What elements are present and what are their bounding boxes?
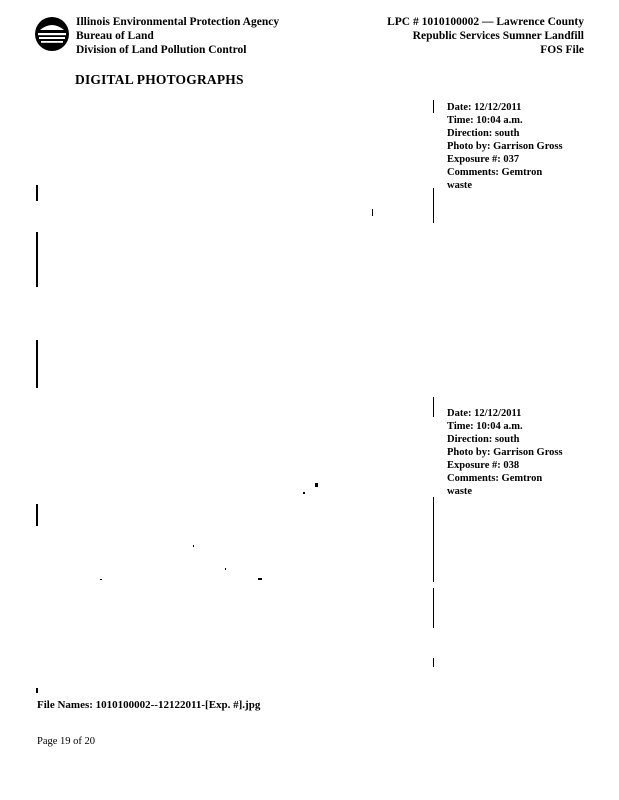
photo-2-exposure: Exposure #: 038	[447, 460, 520, 471]
caption-2-separator	[433, 497, 434, 582]
photo-1-caption	[447, 101, 563, 192]
photo-1-time: Time: 10:04 a.m.	[447, 115, 523, 126]
scan-speck	[303, 492, 305, 494]
site-header	[387, 15, 584, 57]
caption-1-separator	[433, 188, 434, 223]
caption-2-separator	[433, 658, 434, 667]
photo-2-direction: Direction: south	[447, 434, 520, 445]
file-names: File Names: 1010100002--12122011-[Exp. #].jpg	[37, 699, 261, 711]
photo-1-edge-line	[36, 232, 38, 287]
photo-2-caption	[447, 407, 563, 498]
photo-1-edge-mark	[36, 185, 38, 201]
scan-speck	[193, 545, 194, 547]
scan-speck	[258, 578, 262, 580]
page-title: DIGITAL PHOTOGRAPHS	[75, 72, 244, 87]
page-number: Page 19 of 20	[37, 736, 96, 747]
caption-2-separator	[433, 588, 434, 628]
photo-2-time: Time: 10:04 a.m.	[447, 421, 523, 432]
scan-speck	[225, 568, 226, 570]
photo-2-bottom-mark	[36, 688, 38, 693]
caption-1-separator	[433, 100, 434, 113]
bureau-name: Bureau of Land	[76, 30, 154, 42]
photo-2-comments-cont: waste	[447, 486, 473, 497]
lpc-number: LPC # 1010100002 — Lawrence County	[387, 16, 584, 28]
agency-name: Illinois Environmental Protection Agency	[76, 16, 280, 28]
photo-2-edge-mark	[36, 504, 38, 526]
photo-1-comments: Comments: Gemtron	[447, 167, 543, 178]
file-type: FOS File	[540, 44, 584, 56]
photo-2-edge-line	[36, 340, 38, 388]
photo-2-date: Date: 12/12/2011	[447, 408, 522, 419]
photo-2-comments: Comments: Gemtron	[447, 473, 543, 484]
site-name: Republic Services Sumner Landfill	[412, 30, 584, 42]
scan-speck	[315, 483, 318, 487]
agency-logo	[34, 16, 70, 52]
scan-speck	[372, 209, 373, 216]
photo-1-direction: Direction: south	[447, 128, 520, 139]
division-name: Division of Land Pollution Control	[76, 44, 247, 56]
caption-2-separator	[433, 397, 434, 417]
photo-1-date: Date: 12/12/2011	[447, 102, 522, 113]
agency-header	[76, 15, 279, 57]
scan-speck	[100, 579, 102, 580]
photo-1-photographer: Photo by: Garrison Gross	[447, 141, 563, 152]
photo-1-exposure: Exposure #: 037	[447, 154, 520, 165]
photo-1-comments-cont: waste	[447, 180, 473, 191]
photo-2-photographer: Photo by: Garrison Gross	[447, 447, 563, 458]
